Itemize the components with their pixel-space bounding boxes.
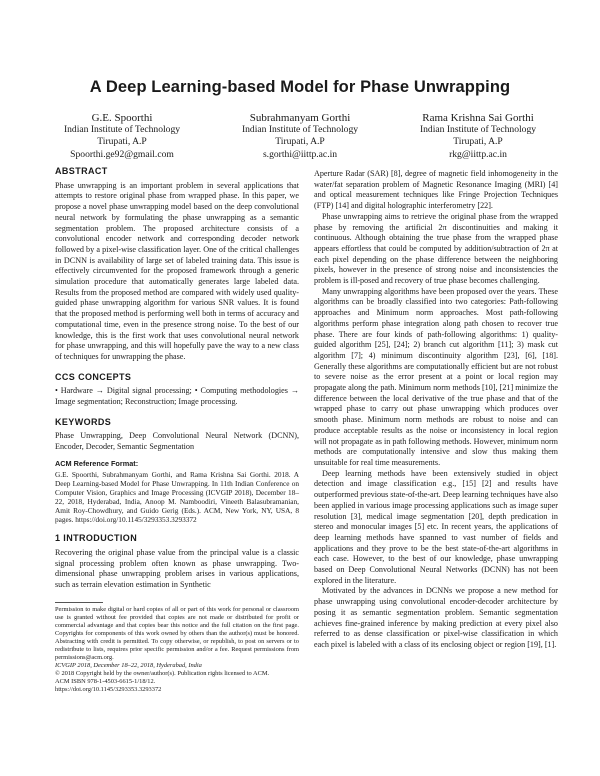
- reference-format-text: G.E. Spoorthi, Subrahmanyam Gorthi, and Rama Krishna Sai Gorthi. 2018. A Deep Learning-based Model for Phase Unwrapping. In 11th Indian Conference on Computer Vision, Graphics and Image Processing (ICVGIP 2018), December 18–22, 2018, Hyderabad, India, Anoop M. Namboodiri, Vineeth Balasubramanian, Amit Roy-Chowdhury, and Guido Gerig (Eds.). ACM, New York, NY, USA, 8 pages. https://doi.org/10.1145/3293353.3293372: [55, 469, 299, 525]
- right-column: [314, 169, 558, 651]
- doi-line: https://doi.org/10.1145/3293353.3293372: [55, 686, 162, 693]
- body-paragraph: Deep learning methods have been extensively studied in object detection and image classification e.g., [15] [2] and results have outperformed previous state-of-the-art. Deep learning techniques have also been applied in various image processing applications such as image super resolution [3], medical image segmentation [20], depth predication in stereo and monocular images [5] etc. In recent years, the applications of deep learning methods have spanned to vast number of fields and applications and they prove to be the best state-of-the-art algorithms in each case. However, to the best of our knowledge, phase unwrapping based on Deep Convolutional Neural Networks (DCNN) has not been explored in the literature.: [314, 468, 558, 585]
- author-email: rkg@iittp.ac.in: [449, 148, 507, 160]
- author-block-1: [22, 112, 222, 161]
- author-block-3: [378, 112, 578, 161]
- author-location: Tirupati, A.P: [453, 136, 503, 148]
- author-name: Subrahmanyam Gorthi: [249, 112, 351, 124]
- body-paragraph: Motivated by the advances in DCNNs we propose a new method for phase unwrapping using convolutional encoder-decoder architecture by posing it as semantic segmentation problem. Semantic segmentation achieves fine-grained inference by making prediction at every pixel also referred to as dense classification or pixel-wise classification in which each pixel is labeled with a class of its enclosing object or region [19], [1].: [314, 586, 558, 649]
- body-paragraph: Many unwrapping algorithms have been proposed over the years. These algorithms can be broadly classified into two categories: Path-following approaches and Minimum norm approaches. Most path-following algorithms perform phase integration along path chosen to recover true phase. There are four kinds of path-following algorithms: 1) quality-guided algorithm [25], [24]; 2) branch cut algorithm [11]; 3) mask cut algorithm [7]; 4) minimum discontinuity algorithm [23], [6], [18]. Generally these algorithms are computationally efficient but are not robust to severe noise as the error present at a point or local region may propagate along the path. Minimum norm methods [10], [21] minimize the difference between the local derivative of the true phase and that of the wrapped phase to carry out phase unwrapping which produces over smooth phase. Minimum norm methods are robust to noise and can produce acceptable results as the noise or inconsistency in local region will not propagate as in path following methods. However, minimum norm methods are computationally intensive and slow thus making them unsuitable for real time measurements.: [314, 286, 558, 467]
- body-paragraph: Aperture Radar (SAR) [8], degree of magnetic field inhomogeneity in the water/fat separation problem of Magnetic Resonance Imaging (MRI) [4] and optical measurement techniques like Fringe Projection Techniques (FTP) [14] and digital holographic interferometry [22].: [314, 169, 558, 211]
- left-column: [55, 166, 299, 591]
- paper-title: A Deep Learning-based Model for Phase Unwrapping: [89, 78, 511, 96]
- ccs-text: • Hardware → Digital signal processing; • Computing methodologies → Image segmentation; Reconstruction; Image processing.: [55, 386, 299, 407]
- introduction-text: Recovering the original phase value from the principal value is a classic signal processing problem often known as phase unwrapping. Two-dimensional phase unwrapping problem arises in various applications, such as terrain elevation estimation in Synthetic: [55, 547, 299, 589]
- author-location: Tirupati, A.P: [97, 136, 147, 148]
- abstract-text: Phase unwrapping is an important problem in several applications that attempts to restore original phase from wrapped phase. In this paper, we propose a novel phase unwrapping model based on the deep convolutional neural network by formulating the phase unwrapping as a semantic segmentation problem. The proposed architecture consists of a convolutional encoder network and corresponding decoder network followed by a pixel-wise classification layer. One of the critical challenges in DCNN is availability of large set of labeled training data. This issue is effectively circumvented for the proposed framework through a generic simulation procedure that automatically generates large labeled data. Results from the proposed method are compared with widely used quality-guided phase unwrapping algorithm for various SNR values. It is found that the proposed method is performing well both in terms of accuracy and computational time, even in the presence strong noise. To the best of our knowledge, this is the first work that uses convolutional neural network for phase unwrapping, and this will hopefully pave the way to a new class of techniques for unwrapping the phase.: [55, 180, 299, 361]
- author-affiliation: Indian Institute of Technology: [63, 124, 181, 136]
- author-name: G.E. Spoorthi: [91, 112, 153, 124]
- author-affiliation: Indian Institute of Technology: [419, 124, 537, 136]
- author-email: s.gorthi@iittp.ac.in: [262, 148, 338, 160]
- footnote-rule: [55, 602, 103, 603]
- venue-line: ICVGIP 2018, December 18–22, 2018, Hyderabad, India: [55, 662, 202, 669]
- author-name: Rama Krishna Sai Gorthi: [422, 112, 534, 124]
- isbn-line: ACM ISBN 978-1-4503-6615-1/18/12.: [55, 678, 156, 685]
- permission-notice: Permission to make digital or hard copies of all or part of this work for personal or classroom use is granted without fee provided that copies are not made or distributed for profit or commercial advantage and that copies bear this notice and the full citation on the first page. Copyrights for components of this work owned by others than the author(s) must be honored. Abstracting with credit is permitted. To copy otherwise, or republish, to post on servers or to redistribute to lists, requires prior specific permission and/or a fee. Request permissions from permissions@acm.org.: [55, 606, 299, 661]
- author-affiliation: Indian Institute of Technology: [241, 124, 359, 136]
- ccs-heading: CCS CONCEPTS: [55, 371, 132, 382]
- keywords-heading: KEYWORDS: [55, 416, 112, 427]
- copyright-line: © 2018 Copyright held by the owner/author(s). Publication rights licensed to ACM.: [55, 670, 270, 677]
- author-block-2: [200, 112, 400, 161]
- author-email: Spoorthi.ge92@gmail.com: [70, 148, 174, 160]
- author-location: Tirupati, A.P: [275, 136, 325, 148]
- introduction-heading: 1 INTRODUCTION: [55, 533, 138, 544]
- body-paragraph: Phase unwrapping aims to retrieve the original phase from the wrapped phase by removing the artificial 2π discontinuities and making it continuous. Although obtaining the true phase from the wrapped phase appears effortless that could be computed by addition/subtraction of 2π at each pixel depending on the phase difference between the neighboring pixels, however in the presence of strong noise and inconsistencies the problem is ill-posed and recovery of true phase becomes challenging.: [314, 211, 558, 286]
- abstract-heading: ABSTRACT: [55, 166, 108, 176]
- reference-format-heading: ACM Reference Format:: [55, 458, 139, 468]
- footnote: [55, 606, 299, 694]
- keywords-text: Phase Unwrapping, Deep Convolutional Neural Network (DCNN), Encoder, Decoder, Semantic Segmentation: [55, 431, 299, 452]
